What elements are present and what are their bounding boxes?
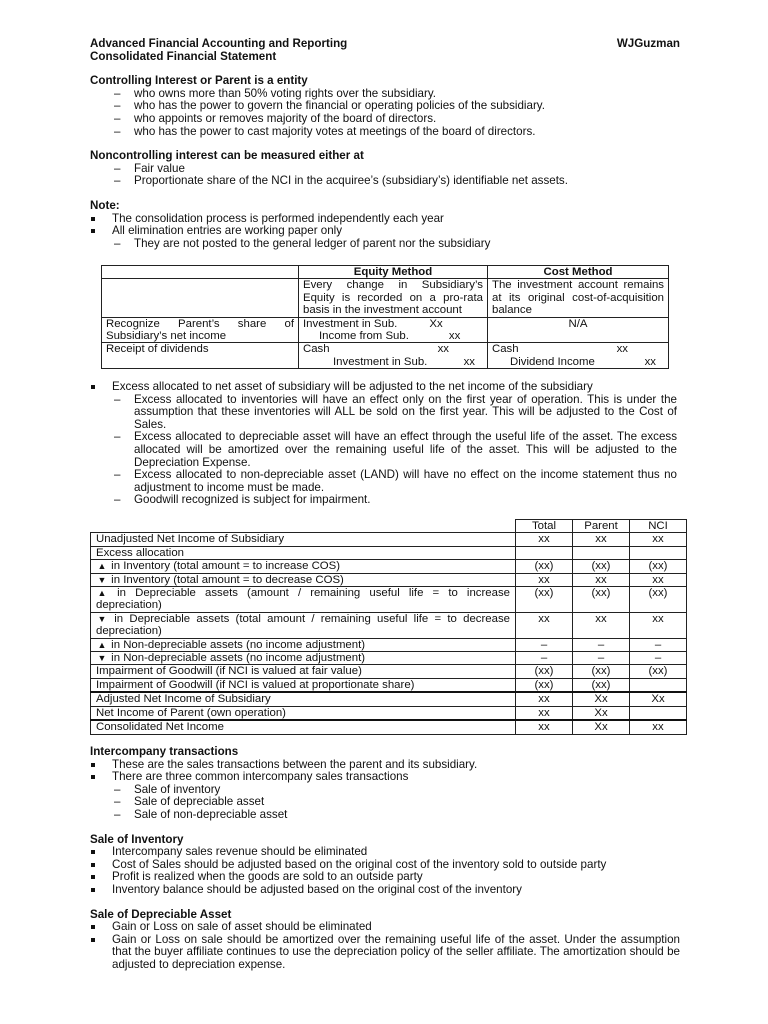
table-cell: xx	[573, 533, 630, 546]
list-item: – They are not posted to the general ledger of parent nor the subsidiary	[90, 238, 680, 251]
table-cell	[516, 546, 573, 559]
table-cell: Xx	[573, 706, 630, 720]
list-item: – Sale of inventory	[90, 784, 680, 797]
intercompany-heading: Intercompany transactions	[90, 745, 239, 758]
table-cell: The investment account remains at its original cost-of-acquisition balance	[488, 279, 669, 317]
entry-account: Cash	[492, 343, 519, 356]
table-row	[91, 692, 687, 706]
table-cell: xx	[516, 692, 573, 706]
list-item: All elimination entries are working paper only	[90, 225, 680, 238]
row-label: in Depreciable assets (total amount / remaining useful life = to decrease depreciation)	[96, 612, 510, 638]
method-table	[101, 265, 669, 369]
list-item: – Excess allocated to non-depreciable asset (LAND) will have no effect on the income statement thus no adjustment to income must be made.	[90, 469, 677, 494]
row-label: Impairment of Goodwill (if NCI is valued at fair value)	[91, 665, 516, 678]
document-subtitle: Consolidated Financial Statement	[90, 49, 277, 63]
table-cell: Receipt of dividends	[102, 343, 299, 369]
sale-depreciable-heading: Sale of Depreciable Asset	[90, 907, 232, 921]
table-cell	[488, 343, 669, 369]
table-row	[91, 665, 687, 678]
excess-section	[90, 381, 677, 507]
table-cell: xx	[516, 720, 573, 734]
column-header-total: Total	[516, 520, 573, 533]
table-row	[91, 706, 687, 720]
entry-account: Income from Sub.	[319, 330, 409, 343]
list-item: – who owns more than 50% voting rights over the subsidiary.	[90, 88, 680, 101]
table-cell: xx	[516, 706, 573, 720]
table-cell: (xx)	[516, 665, 573, 678]
table-row	[91, 587, 687, 613]
table-cell: N/A	[488, 317, 669, 343]
note-heading: Note:	[90, 198, 120, 212]
list-item: Intercompany sales revenue should be eliminated	[90, 846, 680, 859]
document-header	[90, 38, 680, 51]
table-cell	[102, 266, 299, 279]
arrow-down-icon: ▼	[97, 653, 107, 664]
table-cell: (xx)	[630, 560, 687, 573]
table-cell	[91, 520, 516, 533]
list-item: These are the sales transactions between the parent and its subsidiary.	[90, 759, 680, 772]
row-label: in Inventory (total amount = to increase COS)	[111, 560, 341, 573]
table-cell: xx	[516, 612, 573, 638]
table-row	[102, 279, 669, 317]
table-row	[102, 343, 669, 369]
document-title: Advanced Financial Accounting and Reporting	[90, 37, 348, 50]
table-row	[91, 678, 687, 692]
table-cell: (xx)	[630, 587, 687, 613]
list-item: Gain or Loss on sale of asset should be eliminated	[90, 921, 680, 934]
row-label: in Depreciable assets (amount / remaining useful life = to increase depreciation)	[96, 587, 510, 612]
list-item: There are three common intercompany sales transactions	[90, 771, 680, 784]
table-cell: (xx)	[516, 560, 573, 573]
table-row	[91, 612, 687, 638]
table-cell	[91, 652, 516, 665]
list-item: – Goodwill recognized is subject for impairment.	[90, 494, 677, 507]
arrow-down-icon: ▼	[97, 613, 107, 624]
column-header-parent: Parent	[573, 520, 630, 533]
table-cell: Recognize Parent’s share of Subsidiary’s net income	[102, 317, 299, 343]
row-label: Unadjusted Net Income of Subsidiary	[91, 533, 516, 546]
row-label: Excess allocation	[91, 546, 516, 559]
table-cell: Every change in Subsidiary’s Equity is recorded on a pro-rata basis in the investment account	[299, 279, 488, 317]
table-cell: (xx)	[573, 678, 630, 692]
table-cell	[91, 638, 516, 651]
entry-value: xx	[437, 343, 449, 356]
arrow-up-icon: ▲	[97, 561, 107, 572]
table-cell: –	[516, 638, 573, 651]
table-cell: xx	[630, 720, 687, 734]
list-item: – Sale of depreciable asset	[90, 796, 680, 809]
table-cell: –	[573, 638, 630, 651]
row-label: Adjusted Net Income of Subsidiary	[91, 692, 516, 706]
table-header-row	[91, 520, 687, 533]
list-item: – Proportionate share of the NCI in the acquiree’s (subsidiary’s) identifiable net assets.	[90, 175, 680, 188]
table-cell	[91, 573, 516, 586]
table-cell	[299, 343, 488, 369]
row-label: in Inventory (total amount = to decrease COS)	[111, 573, 344, 586]
table-cell: –	[573, 652, 630, 665]
table-row	[102, 317, 669, 343]
table-cell: xx	[516, 533, 573, 546]
table-cell	[573, 546, 630, 559]
table-cell: –	[630, 638, 687, 651]
list-item: – Excess allocated to depreciable asset will have an effect through the useful life of the asset. The excess allocated will be amortized over the remaining useful life of the asset. This will be adjusted to the Depreciation Expense.	[90, 431, 677, 469]
table-cell: xx	[630, 573, 687, 586]
table-cell: (xx)	[630, 665, 687, 678]
table-cell: xx	[573, 573, 630, 586]
sale-inventory-heading: Sale of Inventory	[90, 832, 184, 846]
list-item: Profit is realized when the goods are sold to an outside party	[90, 871, 680, 884]
arrow-down-icon: ▼	[97, 574, 107, 585]
table-cell	[91, 612, 516, 638]
table-cell	[299, 317, 488, 343]
entry-value: Xx	[429, 317, 443, 330]
equity-method-header: Equity Method	[299, 266, 488, 279]
nci-heading: Noncontrolling interest can be measured either at	[90, 149, 364, 163]
table-cell: xx	[630, 533, 687, 546]
lower-section	[90, 746, 680, 972]
list-item: – who has the power to cast majority votes at meetings of the board of directors.	[90, 126, 680, 139]
table-row	[91, 720, 687, 734]
entry-account: Dividend Income	[510, 355, 595, 368]
entry-value: xx	[463, 355, 475, 368]
document-author: WJGuzman	[616, 37, 680, 50]
entry-account: Investment in Sub.	[333, 355, 428, 368]
table-row	[91, 638, 687, 651]
list-item: – who has the power to govern the financial or operating policies of the subsidiary.	[90, 100, 680, 113]
row-label: in Non-depreciable assets (no income adjustment)	[111, 652, 366, 665]
entry-account: Cash	[303, 343, 330, 356]
list-item: Cost of Sales should be adjusted based on the original cost of the inventory sold to outside party	[90, 859, 680, 872]
table-cell	[91, 560, 516, 573]
list-item: – Sale of non-depreciable asset	[90, 809, 680, 822]
table-cell: –	[630, 652, 687, 665]
table-row	[91, 546, 687, 559]
table-cell	[630, 706, 687, 720]
table-cell: xx	[630, 612, 687, 638]
list-item: Gain or Loss on sale should be amortized over the remaining useful life of the asset. Under the assumption that the buyer affiliate continues to use the depreciation policy of the seller affiliate. The amortization should be adjusted to depreciation expense.	[90, 934, 680, 972]
table-cell: (xx)	[573, 560, 630, 573]
entry-value: xx	[448, 330, 461, 343]
table-cell	[630, 546, 687, 559]
entry-value: xx	[644, 355, 656, 368]
arrow-up-icon: ▲	[97, 588, 107, 599]
table-cell	[630, 678, 687, 692]
table-cell: (xx)	[573, 665, 630, 678]
table-cell: Xx	[573, 692, 630, 706]
table-row	[91, 652, 687, 665]
table-cell: xx	[516, 573, 573, 586]
cost-method-header: Cost Method	[488, 266, 669, 279]
controlling-heading: Controlling Interest or Parent is a entity	[90, 74, 308, 88]
row-label: Consolidated Net Income	[91, 720, 516, 734]
table-cell: (xx)	[516, 678, 573, 692]
row-label: Net Income of Parent (own operation)	[91, 706, 516, 720]
net-income-table	[90, 519, 687, 735]
list-item: – Excess allocated to inventories will have an effect only on the first year of operation. This is under the assumption that these inventories will ALL be sold on the first year. This will be adjusted to the Cost of Sales.	[90, 394, 677, 432]
table-row	[91, 560, 687, 573]
table-cell: Xx	[573, 720, 630, 734]
row-label: in Non-depreciable assets (no income adjustment)	[111, 638, 366, 651]
list-item: Inventory balance should be adjusted based on the original cost of the inventory	[90, 884, 680, 897]
column-header-nci: NCI	[630, 520, 687, 533]
list-item: – Fair value	[90, 163, 680, 176]
table-cell: Xx	[630, 692, 687, 706]
table-cell: –	[516, 652, 573, 665]
table-cell	[102, 279, 299, 317]
table-cell: xx	[573, 612, 630, 638]
arrow-up-icon: ▲	[97, 639, 107, 650]
table-cell: (xx)	[516, 587, 573, 613]
table-cell	[91, 587, 516, 613]
row-label: Impairment of Goodwill (if NCI is valued at proportionate share)	[91, 678, 516, 692]
table-row	[91, 573, 687, 586]
table-cell: (xx)	[573, 587, 630, 613]
document-page	[90, 38, 680, 250]
entry-account: Investment in Sub.	[303, 317, 398, 330]
list-item: Excess allocated to net asset of subsidiary will be adjusted to the net income of the subsidiary	[90, 381, 677, 394]
entry-value: xx	[616, 343, 628, 356]
table-row	[91, 533, 687, 546]
list-item: The consolidation process is performed independently each year	[90, 213, 680, 226]
list-item: – who appoints or removes majority of the board of directors.	[90, 113, 680, 126]
